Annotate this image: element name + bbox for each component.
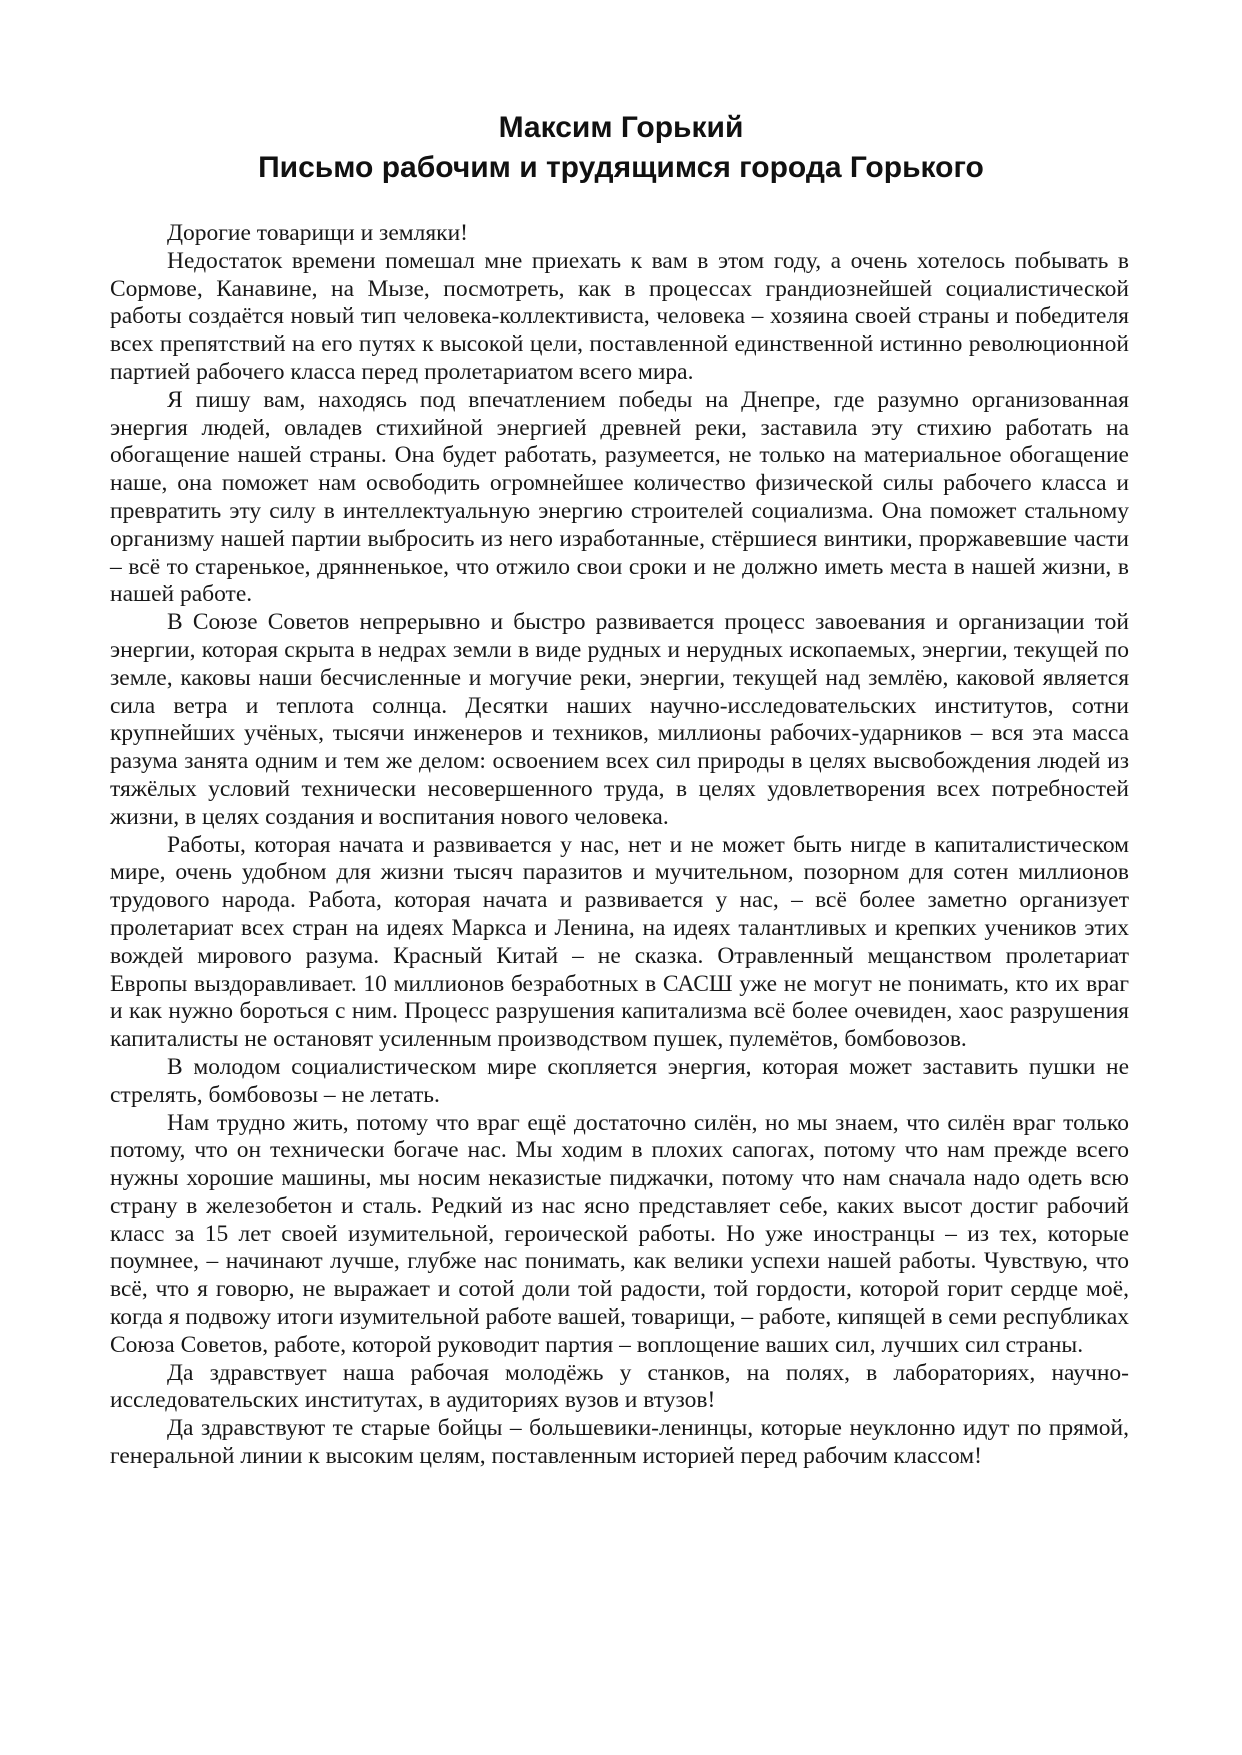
closing-paragraph: Да здравствуют те старые бойцы – большевики-ленинцы, которые неуклонно идут по прямой, генеральной линии к высоким целям, поставленным историей перед рабочим классом! [110,1415,1129,1470]
greeting-paragraph: Дорогие товарищи и земляки! [167,220,468,246]
document-title: Письмо рабочим и трудящимся города Горького [258,151,984,184]
paragraph: В Союзе Советов непрерывно и быстро развивается процесс завоевания и организации той энергии, которая скрыта в недрах земли в виде рудных и нерудных ископаемых, энергии, текущей по земле, каковы наши бесчисленные и могучие реки, энергии, текущей над землёю, каковой является сила ветра и теплота солнца. Десятки наших научно-исследовательских институтов, сотни крупнейших учёных, тысячи инженеров и техников, миллионы рабочих-ударников – вся эта масса разума занята одним и тем же делом: освоением всех сил природы в целях высвобождения людей из тяжёлых условий технически несовершенного труда, в целях удовлетворения всех потребностей жизни, в целях создания и воспитания нового человека. [110,609,1129,830]
paragraph: Да здравствует наша рабочая молодёжь у станков, на полях, в лабораториях, научно-исследовательских институтах, в аудиториях вузов и втузов! [110,1359,1129,1414]
paragraph: Работы, которая начата и развивается у нас, нет и не может быть нигде в капиталистическом мире, очень удобном для жизни тысяч паразитов и мучительном, позорном для сотен миллионов трудового народа. Работа, которая начата и развивается у нас, – всё более заметно организует пролетариат всех стран на идеях Маркса и Ленина, на идеях талантливых и крепких учеников этих вождей мирового разума. Красный Китай – не сказка. Отравленный мещанством пролетариат Европы выздоравливает. 10 миллионов безработных в САСШ уже не могут не понимать, кто их враг и как нужно бороться с ним. Процесс разрушения капитализма всё более очевиден, хаос разрушения капиталисты не остановят усиленным производством пушек, пулемётов, бомбовозов. [110,831,1129,1053]
paragraph: Нам трудно жить, потому что враг ещё достаточно силён, но мы знаем, что силён враг только потому, что он технически богаче нас. Мы ходим в плохих сапогах, потому что нам прежде всего нужны хорошие машины, мы носим неказистые пиджачки, потому что нам сначала надо одеть всю страну в железобетон и сталь. Редкий из нас ясно представляет себе, каких высот достиг рабочий класс за 15 лет своей изумительной, героической работы. Но уже иностранцы – из тех, которые поумнее, – начинают лучше, глубже нас понимать, как велики успехи нашей работы. Чувствую, что всё, что я говорю, не выражает и сотой доли той радости, той гордости, которой горит сердце моё, когда я подвожу итоги изумительной работе вашей, товарищи, – работе, кипящей в семи республиках Союза Советов, работе, которой руководит партия – воплощение ваших сил, лучших сил страны. [110,1109,1129,1358]
author-name: Максим Горький [498,111,744,144]
paragraph: В молодом социалистическом мире скопляется энергия, которая может заставить пушки не стрелять, бомбовозы – не летать. [110,1053,1129,1108]
letter-body [110,220,1129,1471]
document-header [0,108,1242,188]
paragraph: Недостаток времени помешал мне приехать к вам в этом году, а очень хотелось побывать в Сормове, Канавине, на Мызе, посмотреть, как в процессах грандиознейшей социалистической работы создаётся новый тип человека-коллективиста, человека – хозяина своей страны и победителя всех препятствий на его путях к высокой цели, поставленной единственной истинно революционной партией рабочего класса перед пролетариатом всего мира. [110,247,1129,385]
paragraph: Я пишу вам, находясь под впечатлением победы на Днепре, где разумно организованная энергия людей, овладев стихийной энергией древней реки, заставила эту стихию работать на обогащение нашей страны. Она будет работать, разумеется, не только на материальное обогащение наше, она поможет нам освободить огромнейшее количество физической силы рабочего класса и превратить эту силу в интеллектуальную энергию строителей социализма. Она поможет стальному организму нашей партии выбросить из него изработанные, стёршиеся винтики, проржавевшие части – всё то старенькое, дрянненькое, что отжило свои сроки и не должно иметь места в нашей жизни, в нашей работе. [110,386,1129,608]
